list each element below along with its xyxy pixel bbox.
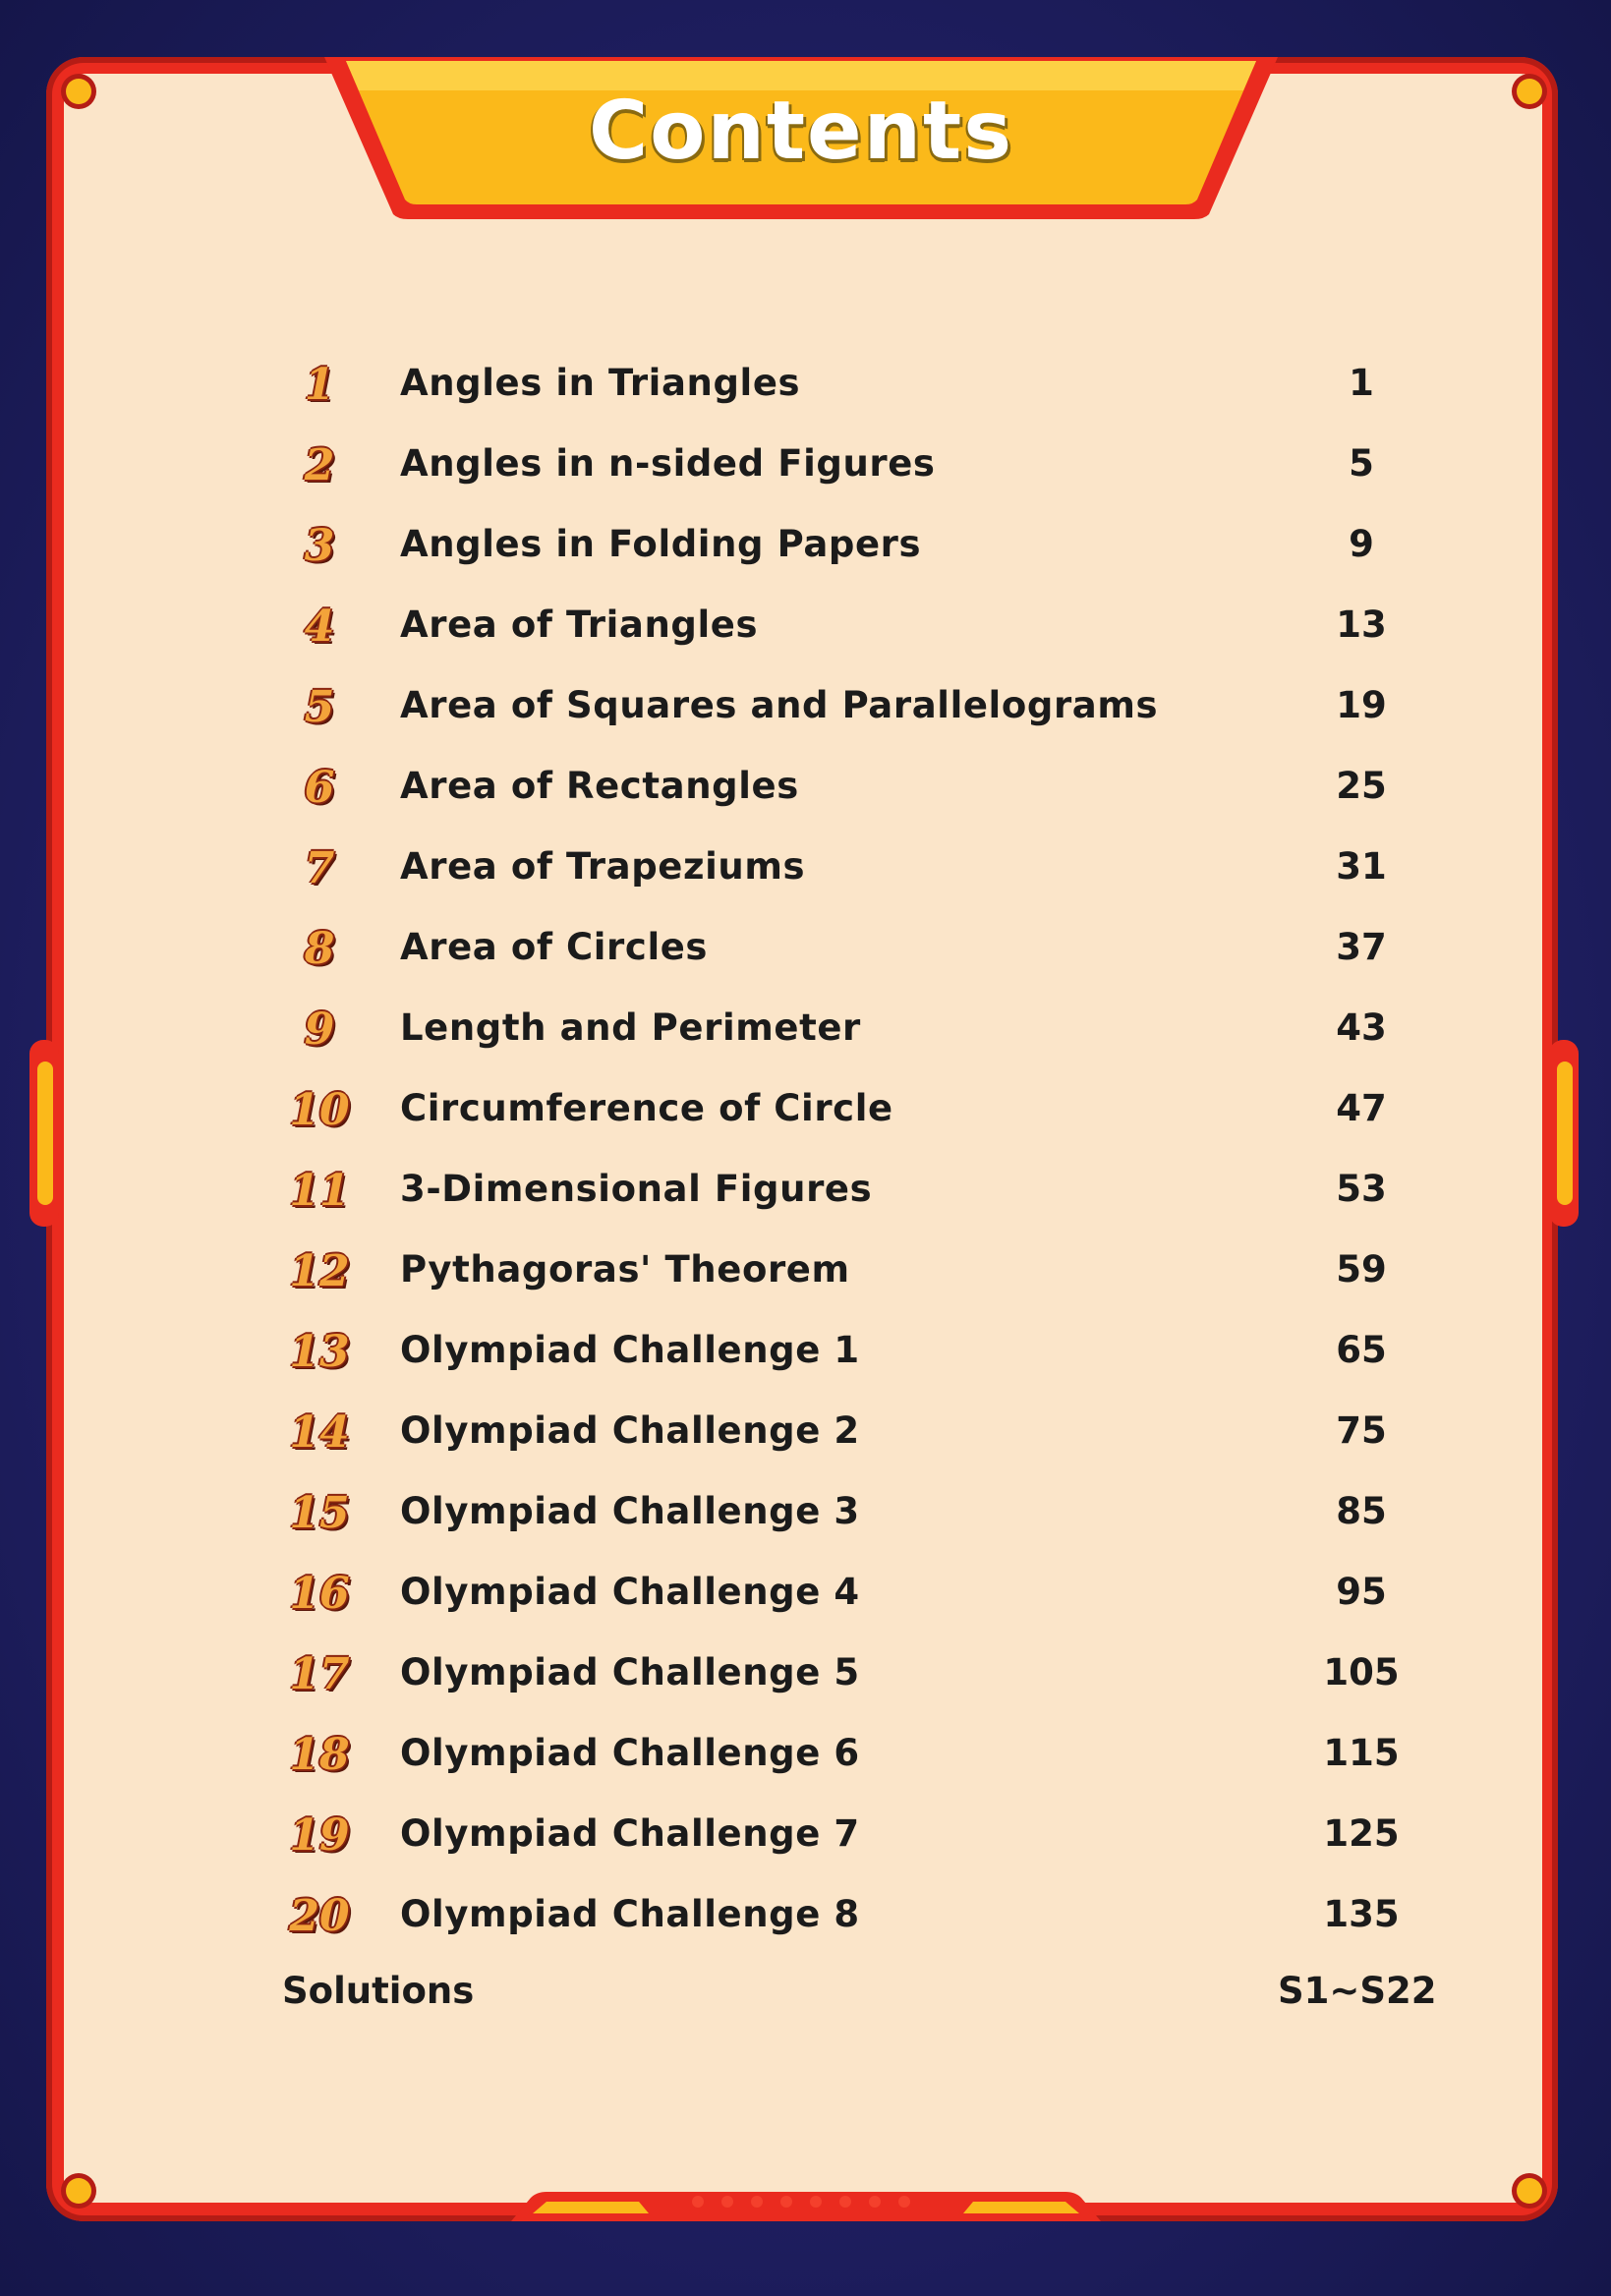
chapter-page-number: 9 bbox=[1349, 523, 1374, 565]
toc-entry[interactable] bbox=[0, 1162, 1611, 1242]
chapter-title: Length and Perimeter bbox=[400, 1006, 861, 1049]
toc-entry[interactable] bbox=[0, 598, 1611, 678]
chapter-title: Area of Squares and Parallelograms bbox=[400, 684, 1159, 726]
chapter-number: 13 bbox=[289, 1327, 350, 1377]
chapter-page-number: 135 bbox=[1323, 1893, 1400, 1935]
chapter-title: Olympiad Challenge 6 bbox=[400, 1732, 860, 1774]
chapter-number: 12 bbox=[289, 1246, 350, 1296]
chapter-title: Pythagoras' Theorem bbox=[400, 1248, 850, 1291]
chapter-page-number: 43 bbox=[1336, 1006, 1387, 1049]
chapter-title: Olympiad Challenge 5 bbox=[400, 1651, 860, 1693]
chapter-title: Area of Trapeziums bbox=[400, 845, 806, 888]
chapter-page-number: 47 bbox=[1336, 1087, 1387, 1129]
chapter-title: Olympiad Challenge 8 bbox=[400, 1893, 860, 1935]
chapter-page-number: 115 bbox=[1323, 1732, 1400, 1774]
toc-entry[interactable] bbox=[0, 1081, 1611, 1162]
indicator-dot bbox=[721, 2196, 733, 2208]
toc-entry[interactable] bbox=[0, 1565, 1611, 1645]
toc-entry[interactable] bbox=[0, 1726, 1611, 1807]
chapter-page-number: 31 bbox=[1336, 845, 1387, 888]
chapter-page-number: 19 bbox=[1336, 684, 1387, 726]
corner-bolt-icon bbox=[1517, 2178, 1542, 2204]
indicator-dot bbox=[751, 2196, 763, 2208]
toc-entry[interactable] bbox=[0, 1323, 1611, 1404]
chapter-number: 11 bbox=[289, 1166, 350, 1216]
chapter-title: Area of Triangles bbox=[400, 603, 759, 646]
toc-entry[interactable] bbox=[0, 1645, 1611, 1726]
corner-bolt-icon bbox=[1517, 79, 1542, 104]
chapter-page-number: 125 bbox=[1323, 1812, 1400, 1855]
chapter-number: 14 bbox=[289, 1407, 350, 1458]
toc-entry[interactable] bbox=[0, 1242, 1611, 1323]
indicator-dot bbox=[780, 2196, 792, 2208]
chapter-page-number: 13 bbox=[1336, 603, 1387, 646]
chapter-page-number: 1 bbox=[1349, 362, 1374, 404]
chapter-title: 3-Dimensional Figures bbox=[400, 1168, 873, 1210]
chapter-title: Olympiad Challenge 4 bbox=[400, 1571, 860, 1613]
solutions-label: Solutions bbox=[282, 1970, 475, 2012]
corner-bolt-icon bbox=[66, 79, 91, 104]
toc-entry[interactable] bbox=[0, 436, 1611, 517]
chapter-number: 18 bbox=[289, 1730, 350, 1780]
chapter-number: 6 bbox=[304, 763, 335, 813]
chapter-title: Olympiad Challenge 2 bbox=[400, 1409, 860, 1452]
chapter-page-number: 95 bbox=[1336, 1571, 1387, 1613]
toc-entry[interactable] bbox=[0, 1404, 1611, 1484]
chapter-number: 10 bbox=[289, 1085, 350, 1135]
indicator-dot bbox=[869, 2196, 881, 2208]
indicator-dot bbox=[810, 2196, 822, 2208]
chapter-number: 15 bbox=[289, 1488, 350, 1538]
chapter-page-number: 59 bbox=[1336, 1248, 1387, 1291]
chapter-number: 19 bbox=[289, 1810, 350, 1861]
bottom-strip-shape bbox=[511, 2184, 1101, 2221]
toc-entry[interactable] bbox=[0, 839, 1611, 920]
toc-entry[interactable] bbox=[0, 1887, 1611, 1968]
chapter-title: Angles in n-sided Figures bbox=[400, 442, 936, 485]
chapter-page-number: 85 bbox=[1336, 1490, 1387, 1532]
solutions-entry[interactable] bbox=[0, 1970, 1611, 2029]
chapter-number: 3 bbox=[304, 521, 335, 571]
chapter-title: Circumference of Circle bbox=[400, 1087, 893, 1129]
chapter-number: 7 bbox=[304, 843, 335, 893]
toc-entry[interactable] bbox=[0, 1001, 1611, 1081]
chapter-title: Angles in Folding Papers bbox=[400, 523, 922, 565]
chapter-number: 8 bbox=[304, 924, 335, 974]
toc-entry[interactable] bbox=[0, 678, 1611, 759]
chapter-page-number: 105 bbox=[1323, 1651, 1400, 1693]
chapter-title: Area of Rectangles bbox=[400, 765, 799, 807]
chapter-number: 9 bbox=[304, 1004, 335, 1055]
chapter-number: 17 bbox=[289, 1649, 350, 1699]
toc-entry[interactable] bbox=[0, 1807, 1611, 1887]
chapter-number: 5 bbox=[304, 682, 335, 732]
chapter-title: Angles in Triangles bbox=[400, 362, 801, 404]
chapter-page-number: 37 bbox=[1336, 926, 1387, 968]
chapter-title: Olympiad Challenge 1 bbox=[400, 1329, 860, 1371]
contents-list bbox=[0, 356, 1611, 1968]
toc-entry[interactable] bbox=[0, 920, 1611, 1001]
chapter-page-number: 65 bbox=[1336, 1329, 1387, 1371]
corner-bolt-icon bbox=[66, 2178, 91, 2204]
chapter-page-number: 53 bbox=[1336, 1168, 1387, 1210]
indicator-dot bbox=[898, 2196, 910, 2208]
chapter-page-number: 75 bbox=[1336, 1409, 1387, 1452]
indicator-dot bbox=[692, 2196, 704, 2208]
chapter-title: Olympiad Challenge 7 bbox=[400, 1812, 860, 1855]
title-banner bbox=[324, 57, 1278, 219]
chapter-page-number: 25 bbox=[1336, 765, 1387, 807]
chapter-number: 4 bbox=[304, 602, 335, 652]
toc-entry[interactable] bbox=[0, 356, 1611, 436]
chapter-number: 16 bbox=[289, 1569, 350, 1619]
page-title: Contents bbox=[588, 85, 1014, 178]
chapter-number: 20 bbox=[289, 1891, 350, 1941]
toc-entry[interactable] bbox=[0, 1484, 1611, 1565]
solutions-page-range: S1~S22 bbox=[1278, 1970, 1437, 2012]
toc-entry[interactable] bbox=[0, 517, 1611, 598]
bottom-decoration bbox=[511, 2184, 1101, 2221]
chapter-title: Area of Circles bbox=[400, 926, 709, 968]
toc-entry[interactable] bbox=[0, 759, 1611, 839]
chapter-title: Olympiad Challenge 3 bbox=[400, 1490, 860, 1532]
indicator-dot bbox=[839, 2196, 851, 2208]
chapter-number: 2 bbox=[304, 440, 335, 490]
chapter-number: 1 bbox=[304, 360, 335, 410]
chapter-page-number: 5 bbox=[1349, 442, 1374, 485]
